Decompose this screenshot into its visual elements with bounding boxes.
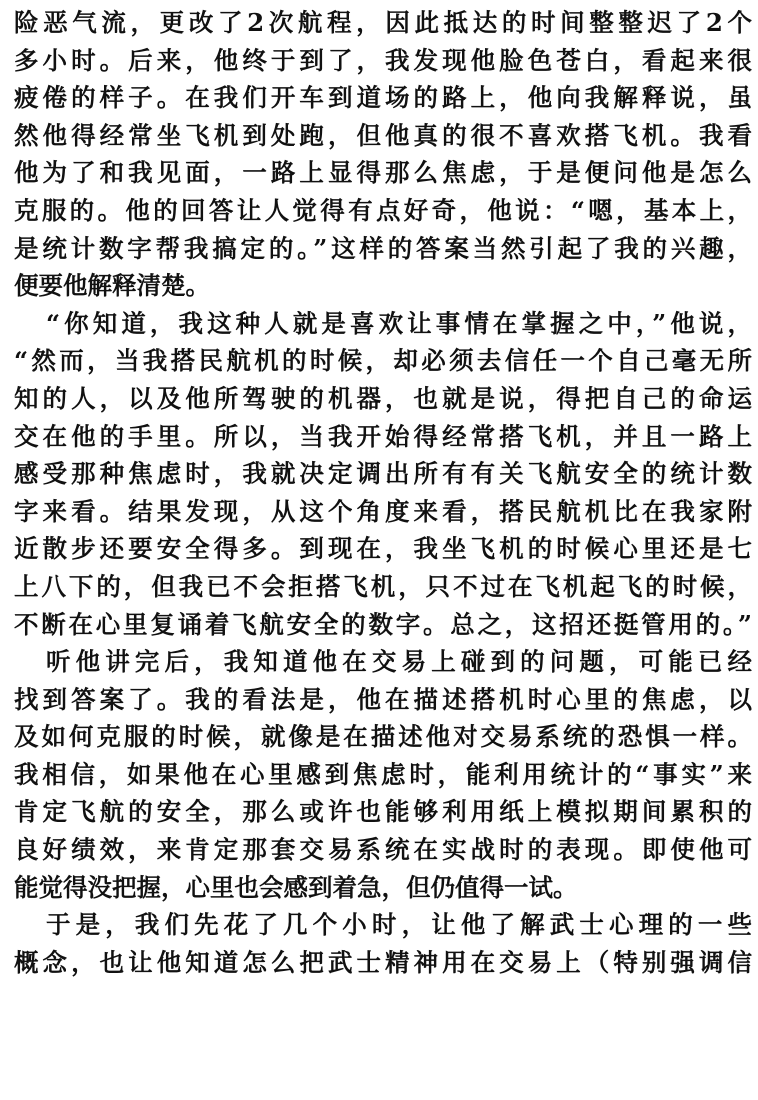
text-line: 于是，我们先花了几个小时，让他了解武士心理的一些 <box>46 910 752 940</box>
paragraph-1 <box>14 4 752 305</box>
text-line: 疲倦的样子。在我们开车到道场的路上，他向我解释说，虽 <box>14 83 752 113</box>
text-line: 便要他解释清楚。 <box>14 271 210 301</box>
text-line: 我相信，如果他在心里感到焦虑时，能利用统计的“事实”来 <box>14 759 752 789</box>
text-line: “然而，当我搭民航机的时候，却必须去信任一个自己毫无所 <box>14 346 752 376</box>
text-line: 字来看。结果发现，从这个角度来看，搭民航机比在我家附 <box>14 496 752 526</box>
text-line: 险恶气流，更改了2次航程，因此抵达的时间整整迟了2个 <box>14 8 752 37</box>
text-line: 克服的。他的回答让人觉得有点好奇，他说：“嗯，基本上， <box>14 195 752 225</box>
text-line: 近散步还要安全得多。到现在，我坐飞机的时候心里还是七 <box>14 534 752 564</box>
text-line: 不断在心里复诵着飞航安全的数字。总之，这招还挺管用的。” <box>14 609 752 639</box>
text-line: 感受那种焦虑时，我就决定调出所有有关飞航安全的统计数 <box>14 459 752 489</box>
text-line: 交在他的手里。所以，当我开始得经常搭飞机，并且一路上 <box>14 421 752 451</box>
text-line: “你知道，我这种人就是喜欢让事情在掌握之中，”他说， <box>46 308 752 338</box>
text-line: 上八下的，但我已不会拒搭飞机，只不过在飞机起飞的时候， <box>14 571 752 601</box>
text-line: 然他得经常坐飞机到处跑，但他真的很不喜欢搭飞机。我看 <box>14 120 752 150</box>
paragraph-4 <box>14 906 752 981</box>
text-line: 听他讲完后，我知道他在交易上碰到的问题，可能已经 <box>46 647 752 677</box>
text-line: 多小时。后来，他终于到了，我发现他脸色苍白，看起来很 <box>14 45 752 75</box>
document-page <box>14 4 752 981</box>
text-line: 他为了和我见面，一路上显得那么焦虑，于是便问他是怎么 <box>14 158 752 188</box>
text-line: 及如何克服的时候，就像是在描述他对交易系统的恐惧一样。 <box>14 722 752 752</box>
text-line: 肯定飞航的安全，那么或许也能够利用纸上模拟期间累积的 <box>14 797 752 827</box>
paragraph-3 <box>14 643 752 906</box>
paragraph-2 <box>14 305 752 643</box>
text-line: 是统计数字帮我搞定的。”这样的答案当然引起了我的兴趣， <box>14 233 752 263</box>
text-line: 找到答案了。我的看法是，他在描述搭机时心里的焦虑，以 <box>14 684 752 714</box>
text-line: 能觉得没把握，心里也会感到着急，但仍值得一试。 <box>14 872 578 902</box>
text-line: 良好绩效，来肯定那套交易系统在实战时的表现。即使他可 <box>14 835 752 865</box>
text-line: 概念，也让他知道怎么把武士精神用在交易上（特别强调信 <box>14 947 752 977</box>
text-line: 知的人，以及他所驾驶的机器，也就是说，得把自己的命运 <box>14 383 752 413</box>
